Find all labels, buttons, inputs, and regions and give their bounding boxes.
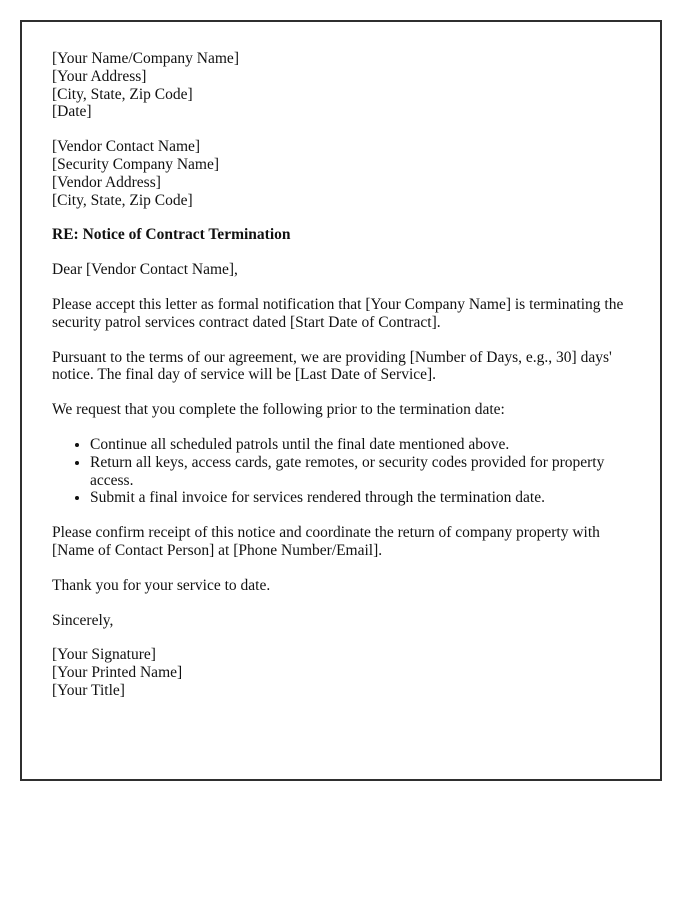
salutation: Dear [Vendor Contact Name],: [52, 261, 238, 279]
subject-line: RE: Notice of Contract Termination: [52, 226, 291, 244]
body-paragraph-thank-you: Thank you for your service to date.: [52, 576, 271, 594]
termination-checklist: [52, 436, 630, 507]
sender-address-line: [Your Address]: [52, 67, 147, 85]
recipient-company-line: [Security Company Name]: [52, 155, 220, 173]
signoff: Sincerely,: [52, 611, 114, 629]
recipient-block: [52, 138, 630, 209]
bullet-item-return-property: • Return all keys, access cards, gate remotes, or security codes provided for property access.: [90, 454, 630, 490]
letter-page: [20, 20, 662, 781]
sender-name-line: [Your Name/Company Name]: [52, 50, 239, 67]
signature-block: [52, 646, 630, 699]
title-line: [Your Title]: [52, 681, 125, 699]
body-paragraph-termination-notice: Please accept this letter as formal notification that [Your Company Name] is terminating the security patrol services contract dated [Start Date of Contract].: [52, 295, 624, 331]
sender-city-line: [City, State, Zip Code]: [52, 85, 193, 103]
signature-line: [Your Signature]: [52, 646, 156, 664]
sender-block: [52, 50, 630, 121]
bullet-item-continue-patrols: • Continue all scheduled patrols until the final date mentioned above.: [90, 436, 630, 454]
body-paragraph-request-intro: We request that you complete the following prior to the termination date:: [52, 401, 505, 419]
body-paragraph-notice-period: Pursuant to the terms of our agreement, we are providing [Number of Days, e.g., 30] days' notice. The final day of service will be [Last Date of Service].: [52, 348, 612, 384]
printed-name-line: [Your Printed Name]: [52, 664, 183, 682]
body-paragraph-confirm-receipt: Please confirm receipt of this notice and coordinate the return of company property with [Name of Contact Person] at [Phone Number/Email].: [52, 524, 600, 559]
letter-date-line: [Date]: [52, 103, 92, 121]
bullet-item-final-invoice: • Submit a final invoice for services rendered through the termination date.: [90, 489, 630, 507]
recipient-name-line: [Vendor Contact Name]: [52, 138, 201, 156]
recipient-city-line: [City, State, Zip Code]: [52, 191, 193, 209]
recipient-address-line: [Vendor Address]: [52, 173, 161, 191]
